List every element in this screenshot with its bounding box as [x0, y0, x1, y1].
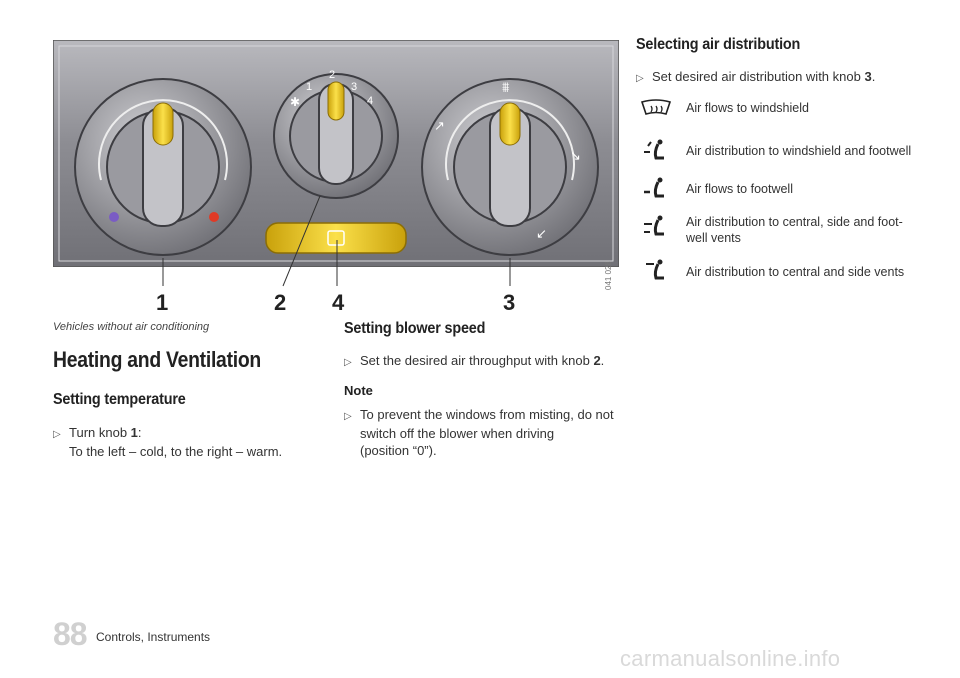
- air-distribution-item: Air distribution to central and side vents: [686, 265, 905, 279]
- photo-code: 041 028: [604, 261, 613, 290]
- air-distribution-instruction: ▷ Set desired air distribution with knob 3.: [636, 68, 875, 87]
- air-distribution-item: Air distribution to windshield and footwell: [686, 144, 912, 158]
- svg-text:⩩: ⩩: [502, 80, 510, 96]
- footwell-icon: [644, 178, 664, 197]
- callout-2: 2: [274, 290, 287, 315]
- bullet-triangle-icon: ▷: [636, 73, 644, 84]
- blower-instruction: ▷ Set the desired air throughput with knob 2.: [344, 352, 604, 371]
- watermark: carmanualsonline.info: [620, 646, 841, 671]
- callout-4: 4: [332, 290, 345, 315]
- callout-1: 1: [156, 290, 169, 315]
- air-distribution-heading: Selecting air distribution: [636, 36, 801, 53]
- bullet-triangle-icon: ▷: [344, 411, 352, 422]
- windshield-footwell-icon: [644, 140, 664, 159]
- fan-scale-2: 2: [329, 69, 336, 81]
- svg-text:↘: ↘: [570, 149, 581, 164]
- note-label: Note: [344, 383, 373, 398]
- setting-temperature-heading: Setting temperature: [53, 391, 186, 408]
- fan-scale-1: 1: [306, 81, 313, 93]
- callout-3: 3: [503, 290, 516, 315]
- note-text: ▷ To prevent the windows from misting, do not switch off the blower when driving (position “0”).: [344, 407, 614, 458]
- svg-text:↙: ↙: [536, 227, 547, 242]
- air-distribution-item: Air distribution to central, side and foot- well vents: [686, 215, 903, 245]
- page-title: Heating and Ventilation: [53, 347, 261, 372]
- fan-scale-4: 4: [367, 95, 374, 107]
- blower-speed-heading: Setting blower speed: [344, 320, 486, 337]
- svg-text:✱: ✱: [290, 95, 301, 109]
- bullet-triangle-icon: ▷: [53, 429, 61, 440]
- central-side-icon: [646, 260, 664, 279]
- temperature-instruction: ▷ Turn knob 1: To the left – cold, to the right – warm.: [53, 425, 283, 459]
- fan-scale-3: 3: [351, 81, 358, 93]
- air-distribution-item: Air flows to windshield: [686, 101, 809, 115]
- air-distribution-item: Air flows to footwell: [686, 182, 793, 196]
- air-distribution-icons: [636, 96, 676, 296]
- bullet-triangle-icon: ▷: [344, 357, 352, 368]
- section-title: Controls, Instruments: [96, 630, 211, 644]
- svg-text:↗: ↗: [434, 119, 445, 134]
- page-number: 88: [53, 616, 87, 652]
- windshield-defrost-icon: [642, 100, 670, 114]
- figure-caption: Vehicles without air conditioning: [53, 321, 210, 333]
- central-side-footwell-icon: [644, 216, 664, 235]
